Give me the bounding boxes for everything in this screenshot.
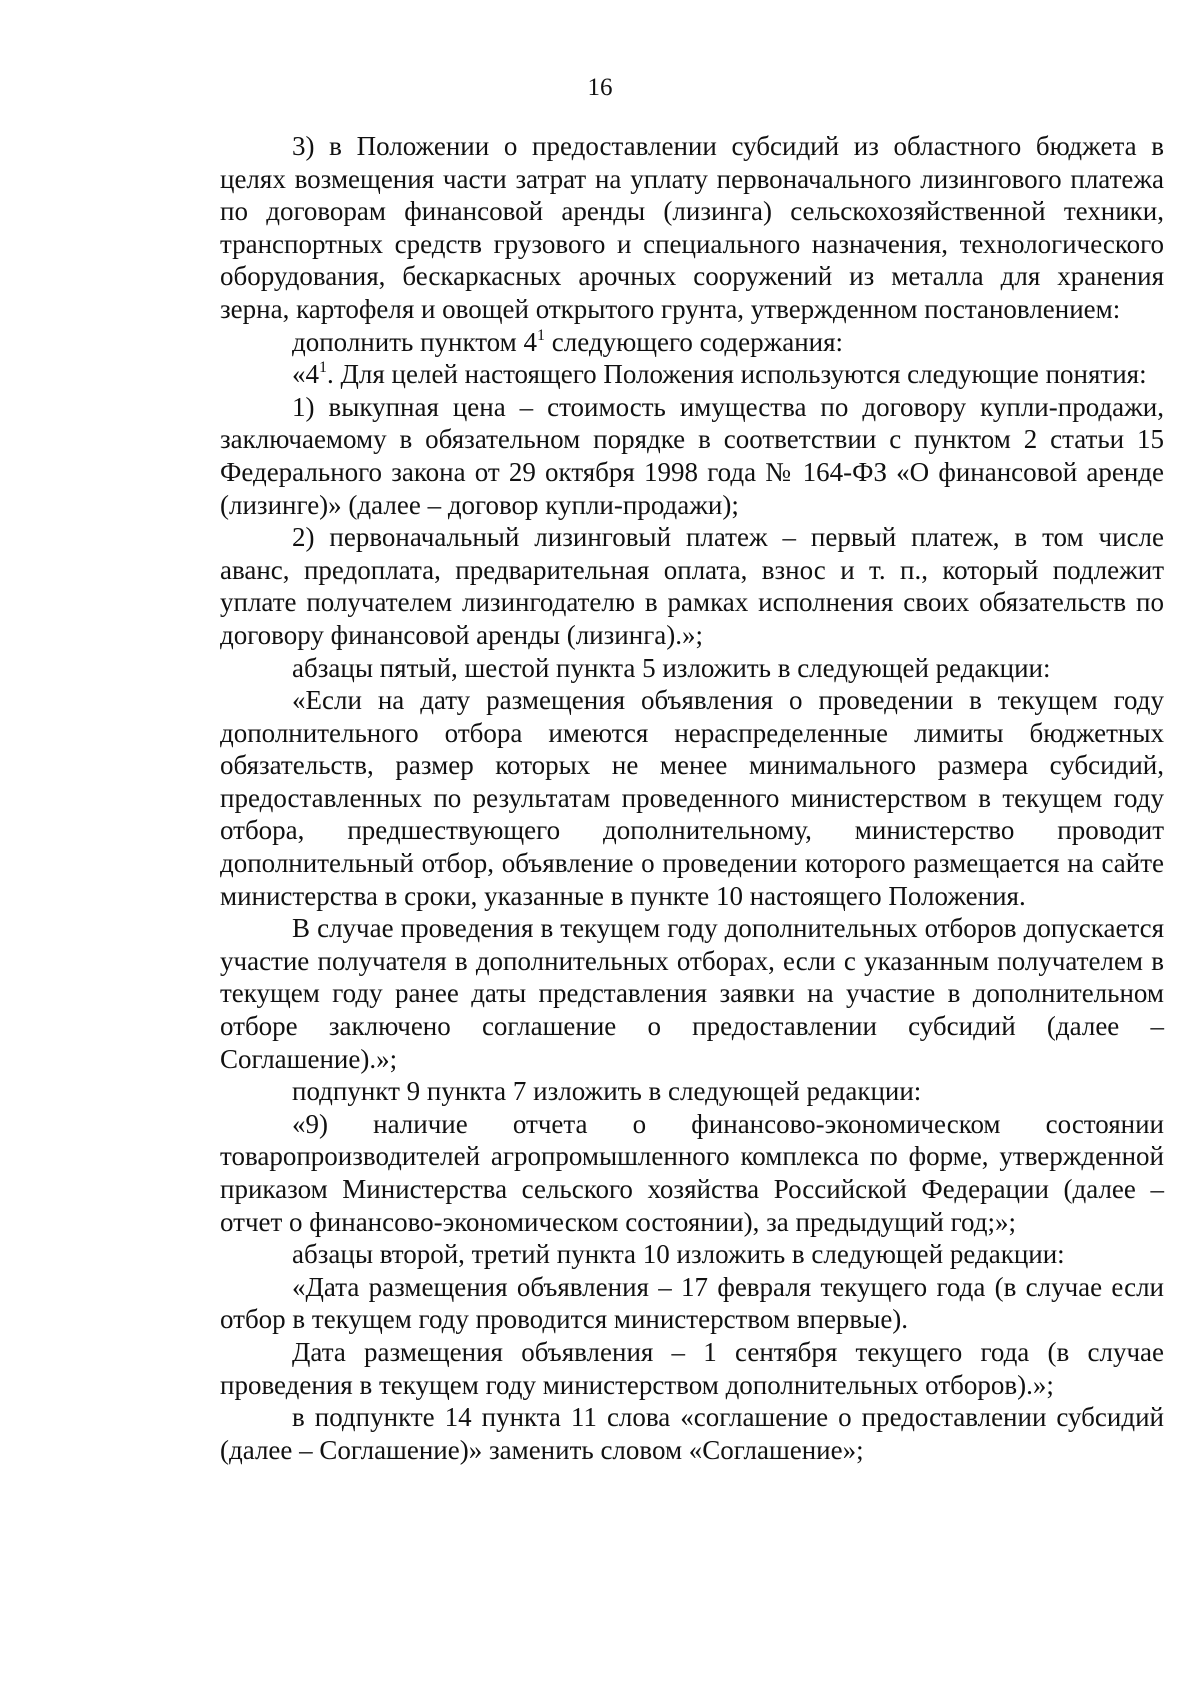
paragraph-amend-point-10: абзацы второй, третий пункта 10 изложить в следующей редакции: <box>292 1239 1065 1270</box>
paragraph-add-point-4-1 <box>220 326 1164 359</box>
paragraph-point-10-text-1: «Дата размещения объявления – 17 февраля текущего года (в случае если отбор в текущем году проводится министерством впервые). <box>220 1271 1164 1335</box>
paragraph-amend-point-11: в подпункте 14 пункта 11 слова «соглашение о предоставлении субсидий (далее – Соглашение)» заменить словом «Соглашение»; <box>220 1402 1164 1465</box>
paragraph-amend-point-7: подпункт 9 пункта 7 изложить в следующей редакции: <box>292 1076 922 1107</box>
paragraph-text-start: дополнить пунктом 4 <box>292 326 537 357</box>
document-body <box>220 130 1164 1466</box>
paragraph-amend-point-5: абзацы пятый, шестой пункта 5 изложить в следующей редакции: <box>292 652 1051 683</box>
paragraph-point-10-text-2: Дата размещения объявления – 1 сентября текущего года (в случае проведения в текущем году министерством дополнительных отборов).»; <box>220 1336 1164 1400</box>
paragraph-text-end: следующего содержания: <box>545 326 844 357</box>
paragraph-text-end: . Для целей настоящего Положения используются следующие понятия: <box>327 359 1147 390</box>
paragraph-point-5-text-2: В случае проведения в текущем году дополнительных отборов допускается участие получателя в дополнительных отборах, если с указанным получателем в текущем году ранее даты представления заявки на участие в дополнительном отборе заключено соглашение о предоставлении субсидий (далее – Соглашение).»; <box>220 913 1164 1074</box>
paragraph-definition-2: 2) первоначальный лизинговый платеж – первый платеж, в том числе аванс, предоплата, предварительная оплата, взнос и т. п., который подлежит уплате получателем лизингодателю в рамках исполнения своих обязательств по договору финансовой аренды (лизинга).»; <box>220 522 1164 650</box>
paragraph-definition-1: 1) выкупная цена – стоимость имущества по договору купли-продажи, заключаемому в обязательном порядке в соответствии с пунктом 2 статьи 15 Федерального закона от 29 октября 1998 года № 164-ФЗ «О финансовой аренде (лизинге)» (далее – договор купли-продажи); <box>220 391 1164 520</box>
paragraph-text-start: «4 <box>292 359 319 390</box>
paragraph-point-4-1 <box>220 358 1164 391</box>
superscript-index: 1 <box>319 359 327 377</box>
paragraph-subpoint-9: «9) наличие отчета о финансово-экономическом состоянии товаропроизводителей агропромышленного комплекса по форме, утвержденной приказом Министерства сельского хозяйства Российской Федерации (далее – отчет о финансово-экономическом состоянии), за предыдущий год;»; <box>220 1108 1164 1237</box>
page-number: 16 <box>587 74 613 101</box>
superscript-index: 1 <box>537 326 545 344</box>
paragraph-item-3: 3) в Положении о предоставлении субсидий из областного бюджета в целях возмещения части затрат на уплату первоначального лизингового платежа по договорам финансовой аренды (лизинга) сельскохозяйственной техники, транспортных средств грузового и специального назначения, технологического оборудования, бескаркасных арочных сооружений из металла для хранения зерна, картофеля и овощей открытого грунта, утвержденном постановлением: <box>220 131 1164 324</box>
paragraph-point-5-text-1: «Если на дату размещения объявления о проведении в текущем году дополнительного отбора имеются нераспределенные лимиты бюджетных обязательств, размер которых не менее минимального размера субсидий, предоставленных по результатам проведенного министерством в текущем году отбора, предшествующего дополнительному, министерство проводит дополнительный отбор, объявление о проведении которого размещается на сайте министерства в сроки, указанные в пункте 10 настоящего Положения. <box>220 685 1164 911</box>
